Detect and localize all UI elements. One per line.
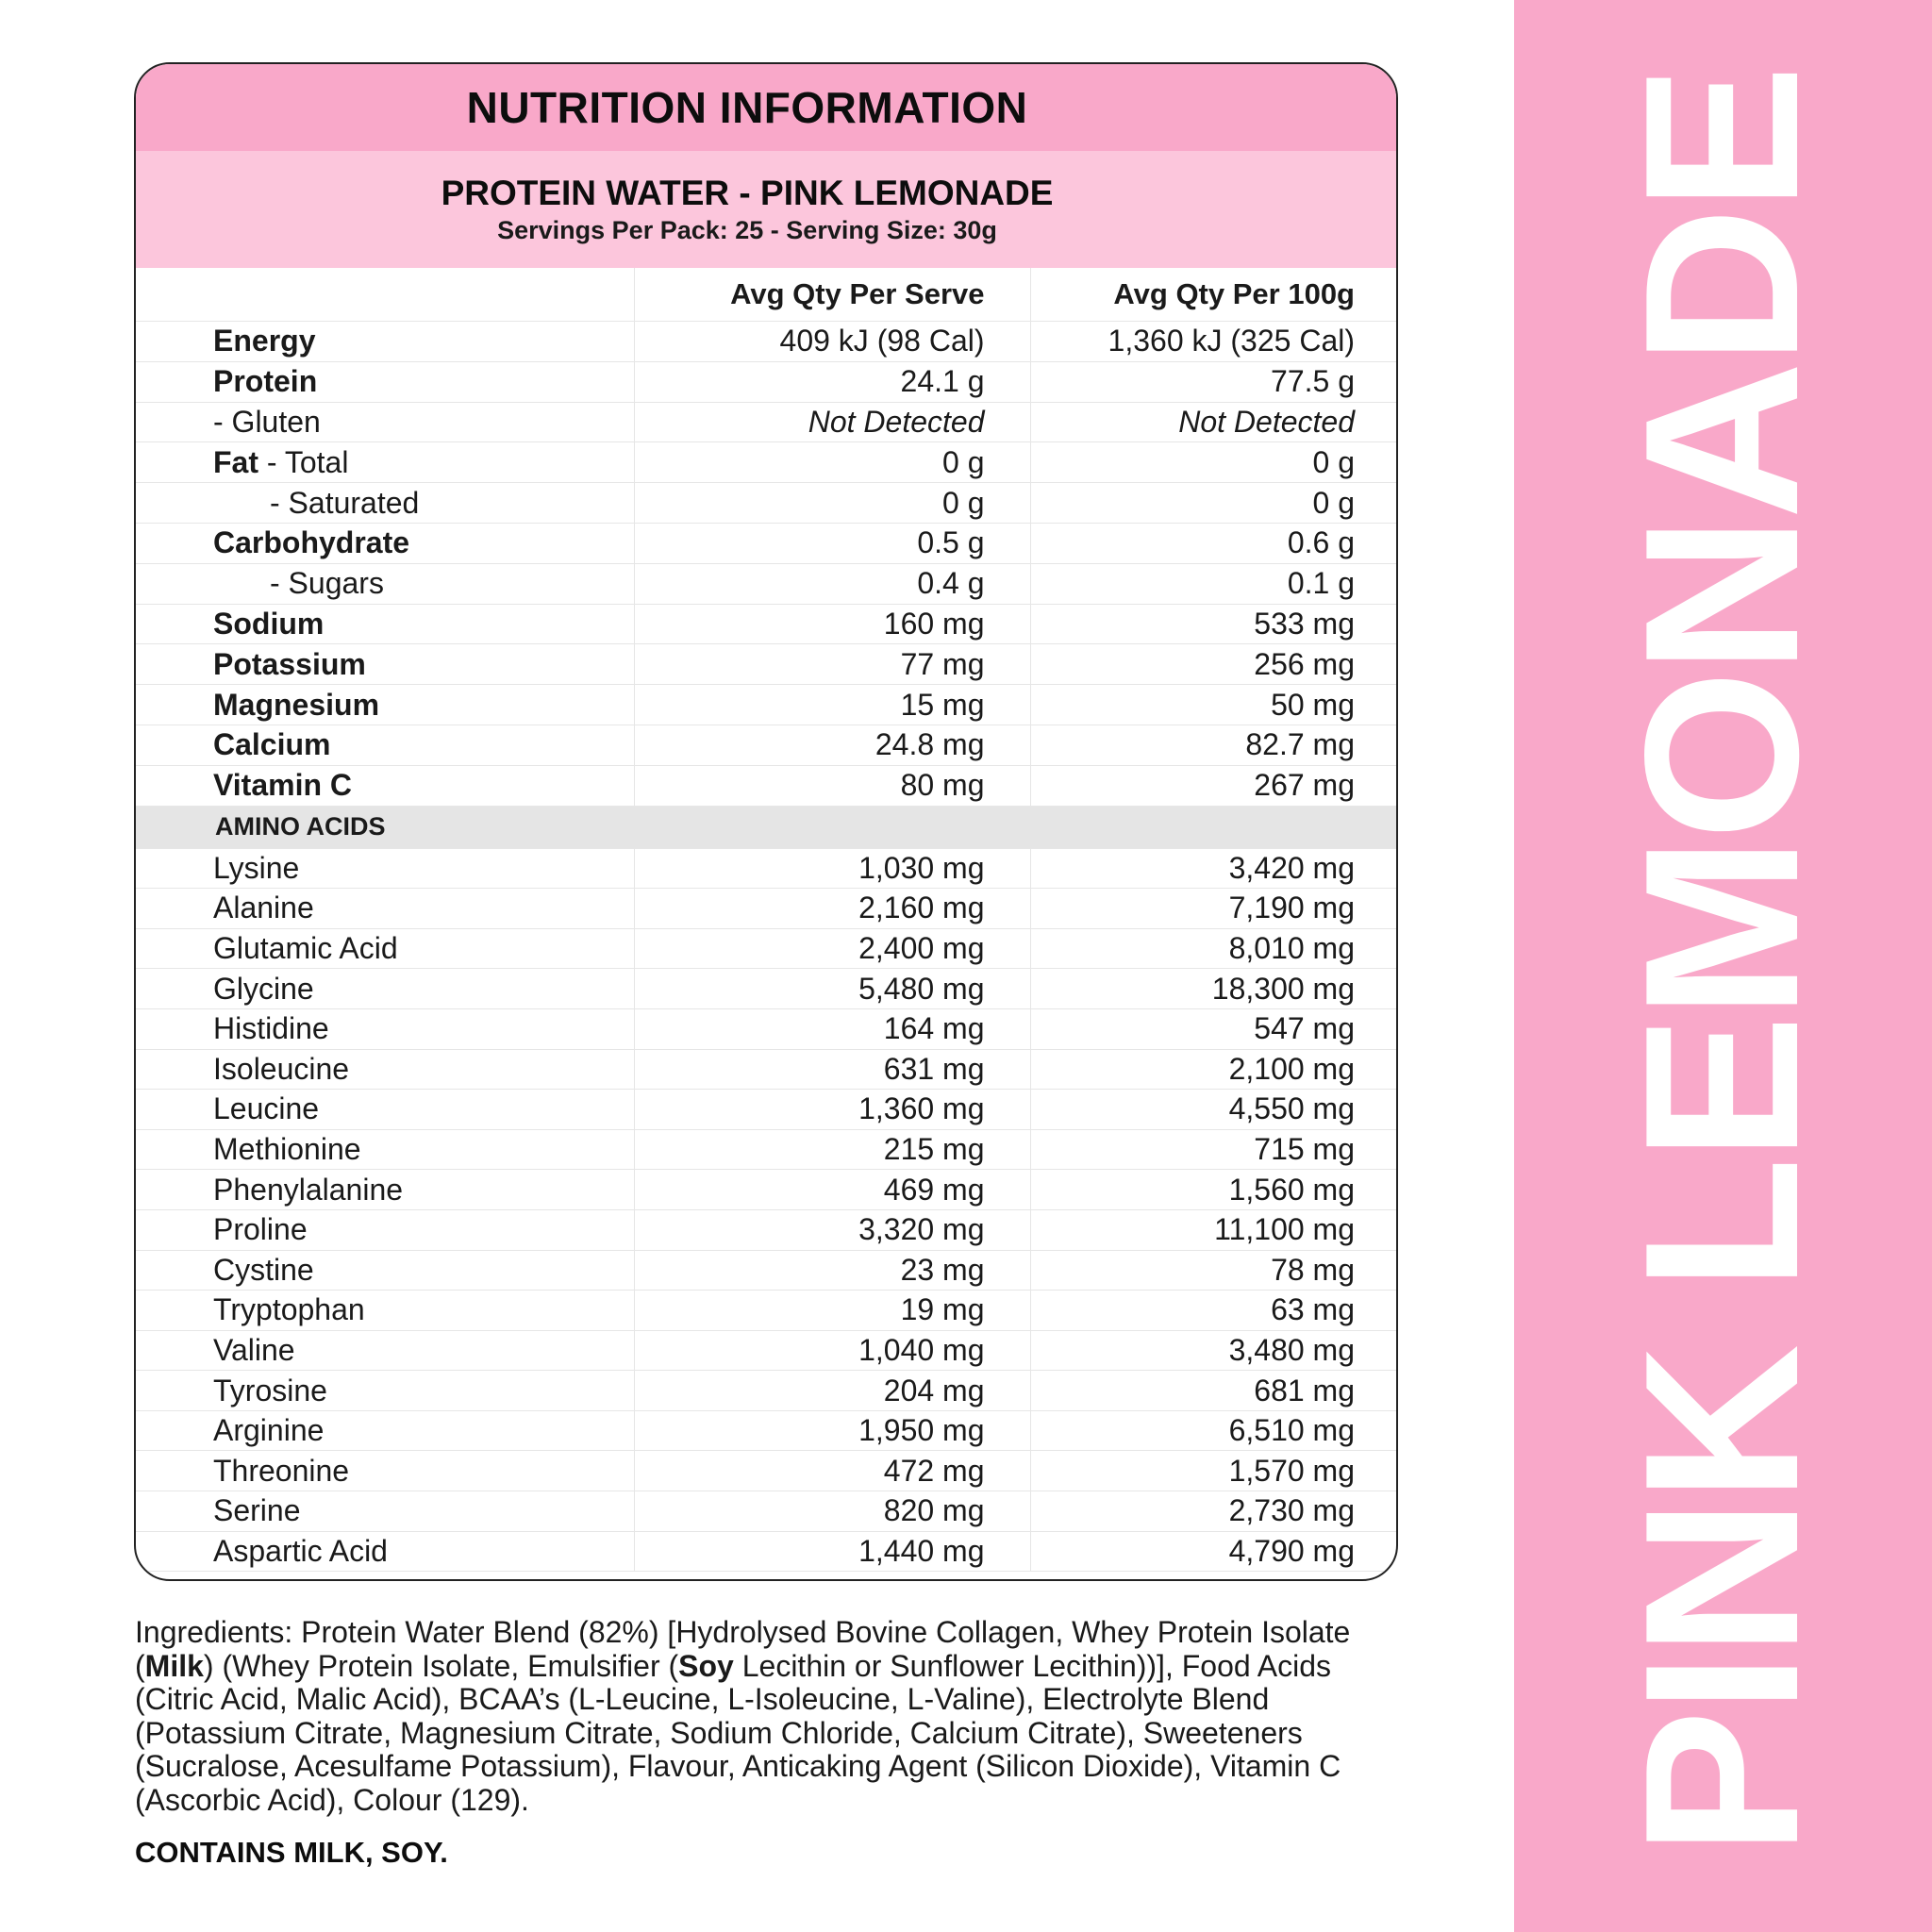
value-100g: 256 mg <box>1030 644 1398 685</box>
value-serve: 164 mg <box>634 1008 1030 1049</box>
nutrient-name: Carbohydrate <box>136 523 634 563</box>
amino-name: Cystine <box>136 1250 634 1291</box>
nutrient-name: Energy <box>136 322 634 362</box>
table-row <box>136 1330 1398 1371</box>
value-100g: 82.7 mg <box>1030 724 1398 765</box>
value-100g: 6,510 mg <box>1030 1410 1398 1451</box>
value-100g: 8,010 mg <box>1030 928 1398 969</box>
amino-name: Threonine <box>136 1451 634 1491</box>
amino-acids-heading-row <box>136 806 1398 848</box>
side-flavour-title: PINK LEMONADE <box>1600 68 1844 1857</box>
amino-name: Arginine <box>136 1410 634 1451</box>
ingredients-part-3: Lecithin or Sunflower Lecithin))], Food Acids (Citric Acid, Malic Acid), BCAA’s (L-Leucine, L-Isoleucine, L-Valine), Electrolyte Blend (Potassium Citrate, Magnesium Citrate, Sodium Chloride, Calcium Citrate), Sweeteners (Sucralose, Acesulfame Potassium), Flavour, Anticaking Agent (Silicon Dioxide), Vitamin C (Ascorbic Acid), Colour (129). <box>135 1648 1341 1817</box>
table-row <box>136 889 1398 929</box>
value-100g: 0.6 g <box>1030 523 1398 563</box>
value-serve: 1,440 mg <box>634 1531 1030 1572</box>
value-100g: 1,570 mg <box>1030 1451 1398 1491</box>
table-row <box>136 1250 1398 1291</box>
nutrient-name <box>136 442 634 483</box>
amino-name: Lysine <box>136 849 634 889</box>
table-row <box>136 685 1398 725</box>
value-serve: 0.4 g <box>634 563 1030 604</box>
table-row <box>136 563 1398 604</box>
table-row <box>136 1008 1398 1049</box>
col-header-100g: Avg Qty Per 100g <box>1030 268 1398 322</box>
amino-name: Valine <box>136 1330 634 1371</box>
value-serve: 19 mg <box>634 1291 1030 1331</box>
amino-name: Leucine <box>136 1090 634 1130</box>
nutrient-name: Magnesium <box>136 685 634 725</box>
value-serve: 0.5 g <box>634 523 1030 563</box>
table-row <box>136 724 1398 765</box>
value-serve: 0 g <box>634 483 1030 524</box>
nutrient-name: Potassium <box>136 644 634 685</box>
amino-name: Proline <box>136 1209 634 1250</box>
value-100g: 1,360 kJ (325 Cal) <box>1030 322 1398 362</box>
nutrient-name-bold: Fat <box>213 444 258 479</box>
allergen-statement: CONTAINS MILK, SOY. <box>135 1836 448 1869</box>
table-row <box>136 1170 1398 1210</box>
value-serve: 820 mg <box>634 1491 1030 1532</box>
nutrient-name: Vitamin C <box>136 765 634 806</box>
amino-name: Aspartic Acid <box>136 1531 634 1572</box>
table-row <box>136 1209 1398 1250</box>
value-serve: 1,950 mg <box>634 1410 1030 1451</box>
table-row <box>136 1090 1398 1130</box>
value-100g: 4,790 mg <box>1030 1531 1398 1572</box>
value-serve: 472 mg <box>634 1451 1030 1491</box>
nutrient-name: Sodium <box>136 604 634 644</box>
value-serve: 2,400 mg <box>634 928 1030 969</box>
amino-name: Glycine <box>136 969 634 1009</box>
value-100g: 50 mg <box>1030 685 1398 725</box>
amino-name: Phenylalanine <box>136 1170 634 1210</box>
table-row <box>136 1291 1398 1331</box>
value-serve: 160 mg <box>634 604 1030 644</box>
value-100g: 0 g <box>1030 442 1398 483</box>
table-row <box>136 928 1398 969</box>
value-serve: 5,480 mg <box>634 969 1030 1009</box>
table-row <box>136 442 1398 483</box>
value-100g: 0.1 g <box>1030 563 1398 604</box>
amino-name: Isoleucine <box>136 1049 634 1090</box>
nutrition-table <box>136 268 1398 849</box>
nutrient-name-rest: - Total <box>258 444 349 479</box>
value-100g: 18,300 mg <box>1030 969 1398 1009</box>
value-serve: 77 mg <box>634 644 1030 685</box>
table-row <box>136 483 1398 524</box>
amino-name: Histidine <box>136 1008 634 1049</box>
value-100g: 11,100 mg <box>1030 1209 1398 1250</box>
amino-name: Serine <box>136 1491 634 1532</box>
table-row <box>136 402 1398 442</box>
value-serve: 3,320 mg <box>634 1209 1030 1250</box>
serving-info: Servings Per Pack: 25 - Serving Size: 30g <box>497 215 997 244</box>
table-row <box>136 1410 1398 1451</box>
nutrient-name: Calcium <box>136 724 634 765</box>
nutrient-name: - Gluten <box>136 402 634 442</box>
table-row <box>136 644 1398 685</box>
value-100g: 715 mg <box>1030 1129 1398 1170</box>
nutrient-name: - Saturated <box>136 483 634 524</box>
value-serve: 469 mg <box>634 1170 1030 1210</box>
value-serve: 2,160 mg <box>634 889 1030 929</box>
value-100g: 3,420 mg <box>1030 849 1398 889</box>
value-100g: 2,730 mg <box>1030 1491 1398 1532</box>
value-100g: 533 mg <box>1030 604 1398 644</box>
value-serve: 1,030 mg <box>634 849 1030 889</box>
value-serve: 0 g <box>634 442 1030 483</box>
table-row <box>136 1129 1398 1170</box>
value-serve: 80 mg <box>634 765 1030 806</box>
ingredients-part-2: ) (Whey Protein Isolate, Emulsifier ( <box>203 1648 679 1683</box>
value-100g: 77.5 g <box>1030 361 1398 402</box>
header-blank <box>136 268 634 322</box>
ingredients-text <box>135 1616 1380 1817</box>
table-row <box>136 969 1398 1009</box>
value-100g: 267 mg <box>1030 765 1398 806</box>
allergen-soy: Soy <box>678 1648 734 1683</box>
value-serve: 1,040 mg <box>634 1330 1030 1371</box>
value-serve: 215 mg <box>634 1129 1030 1170</box>
product-header <box>136 151 1396 268</box>
nutrition-panel <box>134 62 1398 1581</box>
panel-title: NUTRITION INFORMATION <box>136 64 1396 151</box>
value-100g: Not Detected <box>1030 402 1398 442</box>
value-100g: 63 mg <box>1030 1291 1398 1331</box>
value-serve: 631 mg <box>634 1049 1030 1090</box>
value-serve: Not Detected <box>634 402 1030 442</box>
table-row <box>136 1371 1398 1411</box>
amino-name: Tyrosine <box>136 1371 634 1411</box>
value-serve: 23 mg <box>634 1250 1030 1291</box>
value-100g: 3,480 mg <box>1030 1330 1398 1371</box>
value-100g: 2,100 mg <box>1030 1049 1398 1090</box>
amino-acids-table <box>136 849 1398 1573</box>
value-serve: 409 kJ (98 Cal) <box>634 322 1030 362</box>
table-row <box>136 765 1398 806</box>
table-row <box>136 1531 1398 1572</box>
nutrient-name: - Sugars <box>136 563 634 604</box>
amino-name: Tryptophan <box>136 1291 634 1331</box>
value-serve: 15 mg <box>634 685 1030 725</box>
table-row <box>136 523 1398 563</box>
value-100g: 7,190 mg <box>1030 889 1398 929</box>
table-row <box>136 361 1398 402</box>
table-row <box>136 849 1398 889</box>
value-100g: 0 g <box>1030 483 1398 524</box>
amino-name: Methionine <box>136 1129 634 1170</box>
value-serve: 1,360 mg <box>634 1090 1030 1130</box>
amino-name: Glutamic Acid <box>136 928 634 969</box>
allergen-milk: Milk <box>144 1648 204 1683</box>
table-header-row <box>136 268 1398 322</box>
value-serve: 204 mg <box>634 1371 1030 1411</box>
value-100g: 4,550 mg <box>1030 1090 1398 1130</box>
value-serve: 24.1 g <box>634 361 1030 402</box>
nutrient-name: Protein <box>136 361 634 402</box>
amino-name: Alanine <box>136 889 634 929</box>
value-100g: 681 mg <box>1030 1371 1398 1411</box>
value-100g: 547 mg <box>1030 1008 1398 1049</box>
amino-acids-heading: AMINO ACIDS <box>136 806 1398 848</box>
value-100g: 1,560 mg <box>1030 1170 1398 1210</box>
value-serve: 24.8 mg <box>634 724 1030 765</box>
table-row <box>136 1451 1398 1491</box>
ingredients-part-1: Ingredients: Protein Water Blend (82%) [Hydrolysed Bovine Collagen, Whey Protein Isolate ( <box>135 1615 1351 1683</box>
table-row <box>136 1491 1398 1532</box>
col-header-serve: Avg Qty Per Serve <box>634 268 1030 322</box>
value-100g: 78 mg <box>1030 1250 1398 1291</box>
table-row <box>136 604 1398 644</box>
product-name: PROTEIN WATER - PINK LEMONADE <box>441 174 1054 213</box>
table-row <box>136 1049 1398 1090</box>
table-row <box>136 322 1398 362</box>
